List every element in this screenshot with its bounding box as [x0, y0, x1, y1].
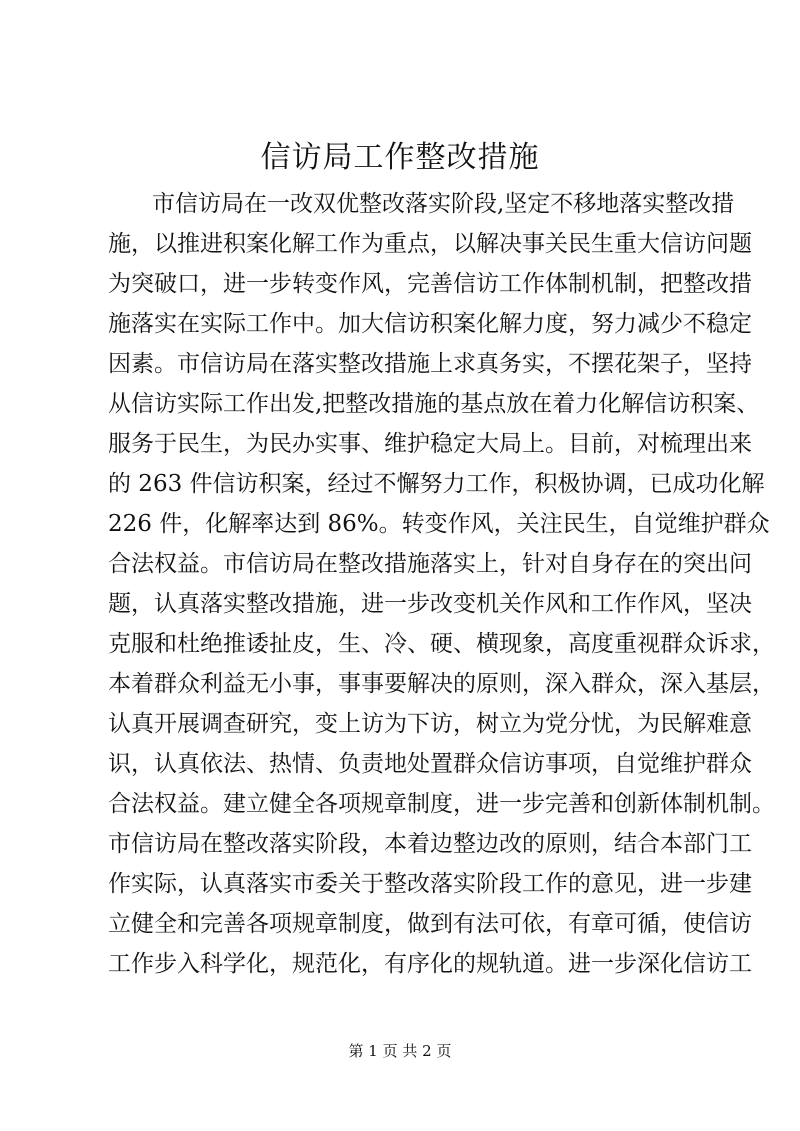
body-line: 从信访实际工作出发,把整改措施的基点放在着力化解信访积案、 — [108, 391, 760, 417]
document-title: 信访局工作整改措施 — [260, 140, 540, 175]
body-line: 市信访局在一改双优整改落实阶段,坚定不移地落实整改措 — [152, 191, 735, 217]
page-number-footer: 第 1 页 共 2 页 — [348, 1042, 452, 1060]
body-line: 合法权益。市信访局在整改措施落实上，针对自身存在的突出问 — [108, 551, 752, 577]
body-line: 为突破口，进一步转变作风，完善信访工作体制机制，把整改措 — [108, 271, 752, 297]
document-body — [108, 184, 775, 984]
body-line: 本着群众利益无小事，事事要解决的原则，深入群众，深入基层， — [108, 671, 775, 697]
body-line: 作实际，认真落实市委关于整改落实阶段工作的意见，进一步建 — [108, 871, 752, 897]
body-line: 因素。市信访局在落实整改措施上求真务实，不摆花架子，坚持 — [108, 351, 752, 377]
body-line: 题，认真落实整改措施，进一步改变机关作风和工作作风，坚决 — [108, 591, 752, 617]
body-line: 工作步入科学化，规范化，有序化的规轨道。进一步深化信访工 — [108, 951, 752, 977]
body-line: 施落实在实际工作中。加大信访积案化解力度，努力减少不稳定 — [108, 311, 752, 337]
body-line: 施，以推进积案化解工作为重点，以解决事关民生重大信访问题 — [108, 231, 752, 257]
body-line: 服务于民生，为民办实事、维护稳定大局上。目前，对梳理出来 — [108, 431, 752, 457]
body-line: 合法权益。建立健全各项规章制度，进一步完善和创新体制机制。 — [108, 791, 775, 817]
body-line: 克服和杜绝推诿扯皮，生、冷、硬、横现象，高度重视群众诉求， — [108, 631, 775, 657]
body-line: 226 件，化解率达到 86%。转变作风，关注民生，自觉维护群众 — [108, 511, 770, 537]
body-line: 识，认真依法、热情、负责地处置群众信访事项，自觉维护群众 — [108, 751, 752, 777]
body-line: 认真开展调查研究，变上访为下访，树立为党分忧，为民解难意 — [108, 711, 752, 737]
body-line: 的 263 件信访积案，经过不懈努力工作，积极协调，已成功化解 — [108, 471, 765, 497]
body-line: 市信访局在整改落实阶段，本着边整边改的原则，结合本部门工 — [108, 831, 752, 857]
body-line: 立健全和完善各项规章制度，做到有法可依，有章可循，使信访 — [108, 911, 752, 937]
